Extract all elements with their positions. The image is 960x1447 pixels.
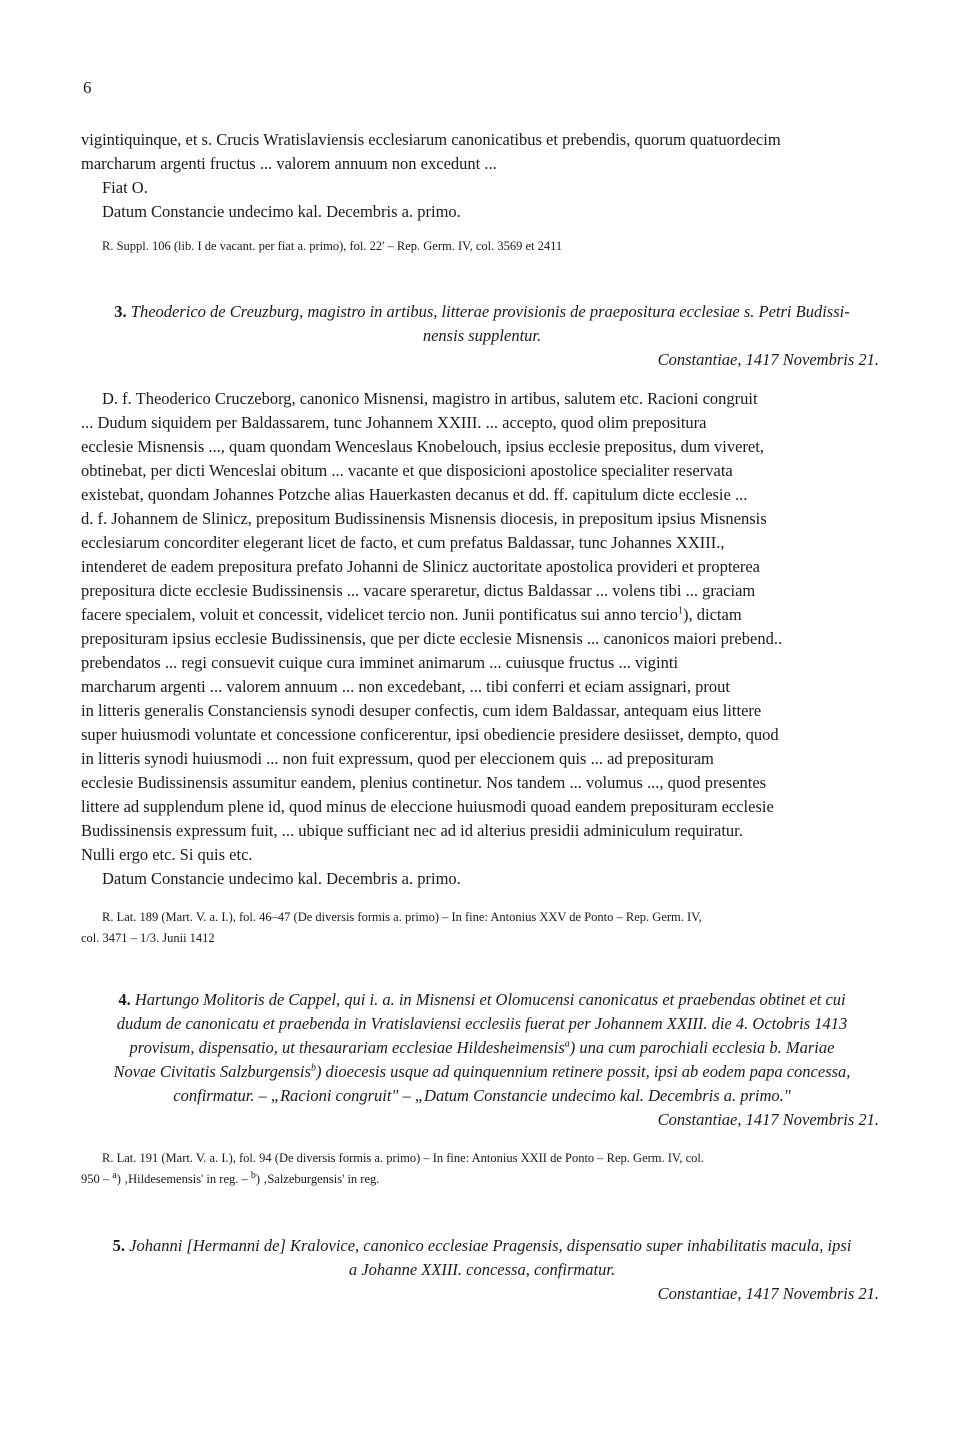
text-line: ecclesie Budissinensis assumitur eandem, plenius continetur. Nos tandem ... volumus ..., quod presentes (81, 773, 767, 792)
text-fragment: Novae Civitatis Salzburgensis (113, 1062, 311, 1081)
fiat-line: Fiat O. (102, 178, 148, 197)
regest-line: Johanni [Hermanni de] Kralovice, canonico ecclesiae Pragensis, dispensatio super inhabilitatis macula, ipsi (129, 1236, 852, 1255)
text-line: Nulli ergo etc. Si quis etc. (81, 845, 253, 864)
text-line: marcharum argenti ... valorem annuum ... non excedebant, ... tibi conferri et eciam assignari, prout (81, 677, 730, 696)
text-fragment: provisum, dispensatio, ut thesaurariam ecclesiae Hildesheimensis (129, 1038, 565, 1057)
text-line: super huiusmodi voluntate et concessione conficerentur, ipsi obediencie presidere desiisset, dempto, quod (81, 725, 779, 744)
text-line: D. f. Theoderico Cruczeborg, canonico Misnensi, magistro in artibus, salutem etc. Racioni congruit (102, 389, 758, 408)
place-date: Constantiae, 1417 Novembris 21. (657, 350, 879, 369)
regest-line: Theoderico de Creuzburg, magistro in artibus, litterae provisionis de praepositura ecclesiae s. Petri Budissi- (130, 302, 850, 321)
text-line: obtinebat, per dicti Wenceslai obitum ... vacante et que disposicioni apostolice specialiter reservata (81, 461, 733, 480)
text-line: existebat, quondam Johannes Potzche alias Hauerkasten decanus et dd. ff. capitulum dicte ecclesie ... (81, 485, 748, 504)
text-fragment: 950 – (81, 1172, 113, 1186)
text-fragment: ) dioecesis usque ad quinquennium retinere possit, ipsi ab eodem papa concessa, (315, 1062, 851, 1081)
text-line (81, 603, 883, 627)
entry-3 (81, 300, 883, 949)
archival-note: col. 3471 – 1/3. Junii 1412 (81, 931, 215, 945)
text-fragment: facere specialem, voluit et concessit, videlicet tercio non. Junii pontificatus sui anno tercio (81, 605, 679, 624)
footnote-marker: b (310, 1062, 316, 1074)
text-line: littere ad supplendum plene id, quod minus de eleccione huiusmodi quoad eandem preposituram ecclesie (81, 797, 774, 816)
entry-number: 3. (114, 302, 127, 321)
place-date: Constantiae, 1417 Novembris 21. (657, 1284, 879, 1303)
archival-note (81, 1169, 883, 1190)
text-line: prepositura dicte ecclesie Budissinensis ... vacare speraretur, dictus Baldassar ... volens tibi ... graciam (81, 581, 756, 600)
page-number: 6 (83, 78, 92, 97)
place-date: Constantiae, 1417 Novembris 21. (657, 1110, 879, 1129)
entry-regest (81, 988, 883, 1012)
text-line: preposituram ipsius ecclesie Budissinensis, que per dicte ecclesie Misnensis ... canonicos maiori prebend.. (81, 629, 783, 648)
regest-line (81, 1036, 883, 1060)
text-fragment: ) una cum parochiali ecclesia b. Mariae (569, 1038, 835, 1057)
continuation-block (81, 128, 883, 257)
regest-line: confirmatur. – „Racioni congruit" – „Datum Constancie undecimo kal. Decembris a. primo." (173, 1086, 791, 1105)
regest-line: a Johanne XXIII. concessa, confirmatur. (348, 1260, 616, 1279)
entry-text (81, 387, 883, 891)
text-line: prebendatos ... regi consuevit cuique cura imminet animarum ... cuiusque fructus ... viginti (81, 653, 679, 672)
footnote-marker: a (112, 1169, 117, 1181)
entry-number: 4. (118, 990, 131, 1009)
datum-line: Datum Constancie undecimo kal. Decembris a. primo. (102, 869, 461, 888)
text-line: Budissinensis expressum fuit, ... ubique sufficiant nec ad id alterius presidii adminiculum requiratur. (81, 821, 743, 840)
text-fragment: ) ‚Hildesemensis' in reg. – (116, 1172, 251, 1186)
regest-line (81, 1060, 883, 1084)
regest-line: dudum de canonicatu et praebenda in Vratislaviensi ecclesiis fuerat per Johannem XXIII. die 4. Octobris 1413 (116, 1014, 848, 1033)
regest-line: Hartungo Molitoris de Cappel, qui i. a. in Misnensi et Olomucensi canonicatus et praebendas obtinet et cui (134, 990, 846, 1009)
text-line: ecclesie Misnensis ..., quam quondam Wenceslaus Knobelouch, ipsius ecclesie prepositus, dum viveret, (81, 437, 764, 456)
entry-4 (81, 988, 883, 1190)
continuation-line: marcharum argenti fructus ... valorem annuum non excedunt ... (81, 154, 497, 173)
entry-regest (81, 300, 883, 324)
entry-regest (81, 1234, 883, 1258)
text-line: intenderet de eadem prepositura prefato Johanni de Slinicz auctoritate apostolica provideri et propterea (81, 557, 760, 576)
footnote-marker: a (564, 1038, 570, 1050)
entry-number: 5. (112, 1236, 125, 1255)
archival-note: R. Lat. 189 (Mart. V. a. I.), fol. 46–47 (De diversis formis a. primo) – In fine: Antonius XXV de Ponto – Rep. Germ. IV, (102, 910, 702, 924)
text-line: in litteris synodi huiusmodi ... non fuit expressum, quod per eleccionem quis ... ad preposituram (81, 749, 714, 768)
datum-line: Datum Constancie undecimo kal. Decembris a. primo. (102, 202, 461, 221)
continuation-line: vigintiquinque, et s. Crucis Wratislaviensis ecclesiarum canonicatibus et prebendis, quorum quatuordecim (81, 130, 781, 149)
text-line: ... Dudum siquidem per Baldassarem, tunc Johannem XXIII. ... accepto, quod olim prepositura (81, 413, 707, 432)
text-line: in litteris generalis Constanciensis synodi desuper confectis, cum idem Baldassar, antequam eius littere (81, 701, 762, 720)
archival-note: R. Suppl. 106 (lib. I de vacant. per fiat a. primo), fol. 22' – Rep. Germ. IV, col. 3569 et 2411 (102, 239, 563, 253)
archival-note: R. Lat. 191 (Mart. V. a. I.), fol. 94 (De diversis formis a. primo) – In fine: Antonius XXII de Ponto – Rep. Germ. IV, col. (102, 1151, 704, 1165)
entry-5 (81, 1234, 883, 1306)
text-fragment: ) ‚Salzeburgensis' in reg. (255, 1172, 380, 1186)
footnote-marker: b (250, 1169, 256, 1181)
text-line: ecclesiarum concorditer elegerant licet de facto, et cum prefatus Baldassar, tunc Johannes XXIII., (81, 533, 725, 552)
text-line: d. f. Johannem de Slinicz, prepositum Budissinensis Misnensis diocesis, in prepositum ipsius Misnensis (81, 509, 767, 528)
regest-line: nensis supplentur. (422, 326, 542, 345)
footnote-marker: 1 (678, 605, 684, 617)
text-fragment: ), dictam (683, 605, 742, 624)
